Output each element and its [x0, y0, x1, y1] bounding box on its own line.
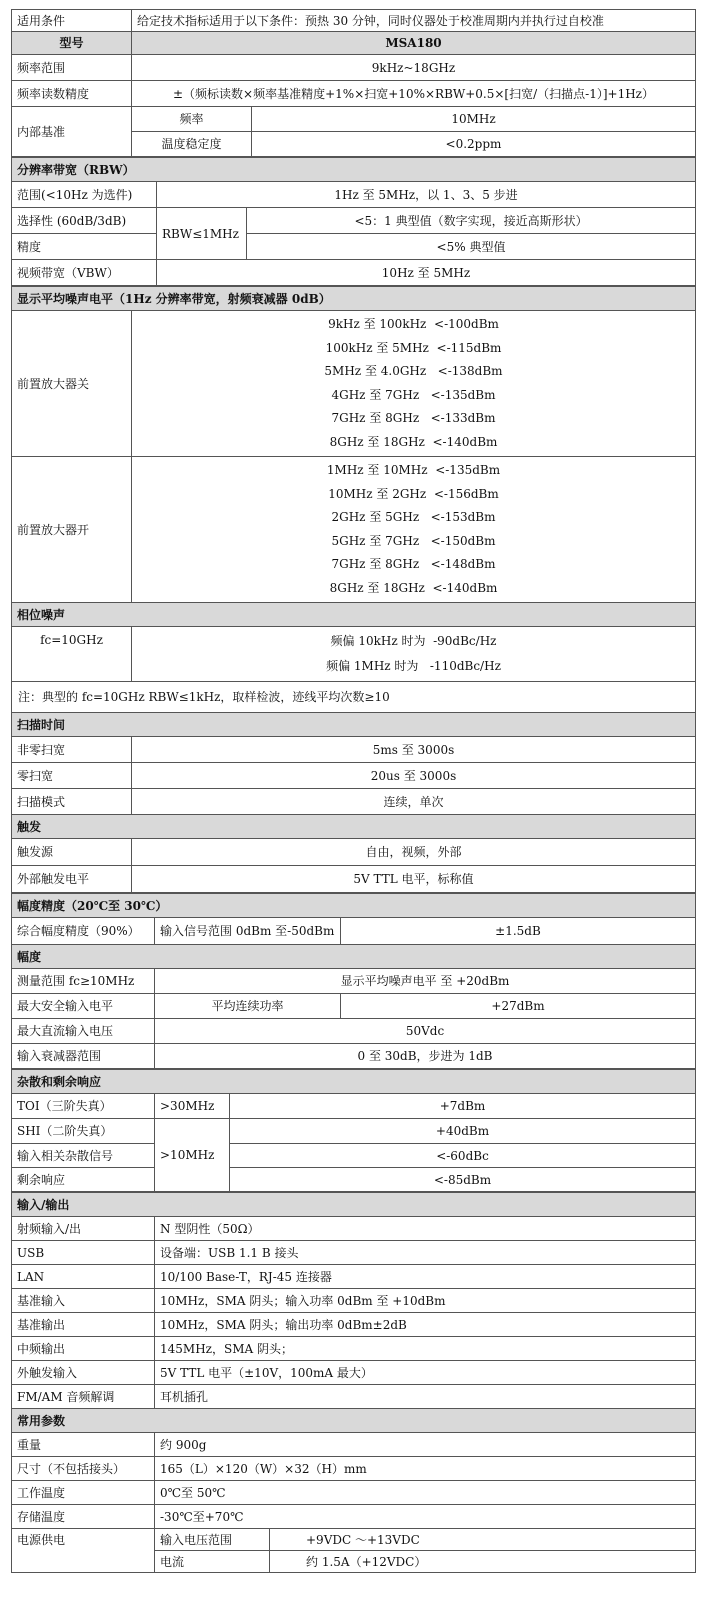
table-row — [12, 1529, 696, 1551]
amp-max-value: +27dBm — [341, 994, 696, 1019]
io-label: 基准输出 — [12, 1313, 155, 1337]
table-row — [12, 107, 696, 132]
current-label: 电流 — [155, 1551, 270, 1573]
table-row — [12, 737, 696, 763]
internal-ref-temp-value: <0.2ppm — [252, 132, 696, 157]
table-row — [12, 1433, 696, 1457]
trigger-source-label: 触发源 — [12, 839, 132, 866]
table-row — [12, 1019, 696, 1044]
table-row — [12, 945, 696, 969]
danl-off-line: 5MHz 至 4.0GHz <-138dBm — [324, 364, 503, 378]
table-row — [12, 682, 696, 713]
danl-section-title: 显示平均噪声电平（1Hz 分辨率带宽，射频衰减器 0dB） — [12, 287, 696, 311]
table-row — [12, 1217, 696, 1241]
table-row — [12, 815, 696, 839]
table-row — [12, 1505, 696, 1529]
amp-accuracy-range: 输入信号范围 0dBm 至-50dBm — [155, 918, 341, 945]
amp-dc-value: 50Vdc — [155, 1019, 696, 1044]
table-row — [12, 763, 696, 789]
sttemp-value: -30℃至+70℃ — [155, 1505, 696, 1529]
phase-noise-fc: fc=10GHz — [12, 627, 132, 682]
spec-table-io — [11, 1192, 696, 1573]
danl-off-line: 100kHz 至 5MHz <-115dBm — [325, 340, 502, 355]
danl-on-line: 7GHz 至 8GHz <-148dBm — [331, 557, 496, 571]
io-section-title: 输入/输出 — [12, 1193, 696, 1217]
io-value: N 型阴性（50Ω） — [155, 1217, 696, 1241]
amp-att-label: 输入衰减器范围 — [12, 1044, 155, 1069]
vbw-value: 10Hz 至 5MHz — [157, 260, 696, 286]
power-label: 电源供电 — [12, 1529, 155, 1573]
sweep-mode-value: 连续，单次 — [132, 789, 696, 815]
table-row — [12, 1094, 696, 1119]
general-section-title: 常用参数 — [12, 1409, 696, 1433]
residual-label: 剩余响应 — [12, 1168, 155, 1192]
preamp-on-label: 前置放大器开 — [12, 457, 132, 603]
phase-noise-note: 注：典型的 fc=10GHz RBW≤1kHz，取样检波，迹线平均次数≥10 — [12, 682, 696, 713]
danl-off-line: 7GHz 至 8GHz <-133dBm — [331, 411, 496, 425]
spec-table-amplitude — [11, 893, 696, 1069]
sweep-nonzero-value: 5ms 至 3000s — [132, 737, 696, 763]
table-row — [12, 969, 696, 994]
preamp-on-list — [132, 457, 696, 603]
io-label: USB — [12, 1241, 155, 1265]
phase-noise-line: 频偏 1MHz 时为 -110dBc/Hz — [326, 659, 501, 673]
danl-on-line: 10MHz 至 2GHz <-156dBm — [328, 486, 499, 501]
spec-table-general — [11, 9, 696, 157]
vbw-label: 视频带宽（VBW） — [12, 260, 157, 286]
table-row — [12, 182, 696, 208]
io-label: 中频输出 — [12, 1337, 155, 1361]
amp-accuracy-label: 综合幅度精度（90%） — [12, 918, 155, 945]
sweep-nonzero-label: 非零扫宽 — [12, 737, 132, 763]
input-spur-value: <-60dBc — [230, 1144, 696, 1168]
table-row — [12, 1457, 696, 1481]
model-value: MSA180 — [132, 32, 696, 55]
residual-value: <-85dBm — [230, 1168, 696, 1192]
trigger-ext-label: 外部触发电平 — [12, 866, 132, 893]
amp-accuracy-section-title: 幅度精度（20℃至 30℃） — [12, 894, 696, 918]
table-row — [12, 1289, 696, 1313]
internal-ref-freq-value: 10MHz — [252, 107, 696, 132]
table-row — [12, 839, 696, 866]
amp-meas-value: 显示平均噪声电平 至 +20dBm — [155, 969, 696, 994]
freq-range-label: 频率范围 — [12, 55, 132, 81]
sweep-mode-label: 扫描模式 — [12, 789, 132, 815]
table-row — [12, 260, 696, 286]
shi-label: SHI（二阶失真） — [12, 1119, 155, 1144]
table-row — [12, 234, 696, 260]
rbw-accuracy-value: <5% 典型值 — [247, 234, 696, 260]
preamp-off-list — [132, 311, 696, 457]
table-row — [12, 1361, 696, 1385]
conditions-label: 适用条件 — [12, 10, 132, 32]
io-value: 5V TTL 电平（±10V，100mA 最大） — [155, 1361, 696, 1385]
danl-off-line: 8GHz 至 18GHz <-140dBm — [329, 434, 498, 449]
rbw-range-value: 1Hz 至 5MHz，以 1、3、5 步进 — [157, 182, 696, 208]
toi-label: TOI（三阶失真） — [12, 1094, 155, 1119]
table-row — [12, 10, 696, 32]
size-label: 尺寸（不包括接头） — [12, 1457, 155, 1481]
io-value: 10MHz，SMA 阴头；输出功率 0dBm±2dB — [155, 1313, 696, 1337]
trigger-source-value: 自由，视频，外部 — [132, 839, 696, 866]
model-label: 型号 — [12, 32, 132, 55]
table-row — [12, 81, 696, 107]
io-label: LAN — [12, 1265, 155, 1289]
amp-max-label: 最大安全输入电平 — [12, 994, 155, 1019]
table-row — [12, 1193, 696, 1217]
current-value: 约 1.5A（+12VDC） — [270, 1551, 696, 1573]
amp-meas-label: 测量范围 fc≥10MHz — [12, 969, 155, 994]
table-row — [12, 1337, 696, 1361]
toi-value: +7dBm — [230, 1094, 696, 1119]
input-spur-label: 输入相关杂散信号 — [12, 1144, 155, 1168]
io-label: FM/AM 音频解调 — [12, 1385, 155, 1409]
shi-value: +40dBm — [230, 1119, 696, 1144]
table-row — [12, 1313, 696, 1337]
vin-label: 输入电压范围 — [155, 1529, 270, 1551]
phase-noise-list — [132, 627, 696, 682]
weight-value: 约 900g — [155, 1433, 696, 1457]
table-row — [12, 918, 696, 945]
trigger-section-title: 触发 — [12, 815, 696, 839]
danl-on-line: 8GHz 至 18GHz <-140dBm — [329, 580, 498, 595]
table-row — [12, 1144, 696, 1168]
danl-on-line: 1MHz 至 10MHz <-135dBm — [326, 463, 501, 477]
weight-label: 重量 — [12, 1433, 155, 1457]
danl-off-line: 9kHz 至 100kHz <-100dBm — [328, 317, 499, 331]
table-row — [12, 894, 696, 918]
rbw-range-label: 范围(<10Hz 为选件) — [12, 182, 157, 208]
spurious-condition: >10MHz — [155, 1119, 230, 1192]
rbw-condition: RBW≤1MHz — [157, 208, 247, 260]
danl-on-line: 2GHz 至 5GHz <-153dBm — [331, 510, 496, 524]
table-row — [12, 32, 696, 55]
rbw-accuracy-label: 精度 — [12, 234, 157, 260]
amp-accuracy-value: ±1.5dB — [341, 918, 696, 945]
table-row — [12, 208, 696, 234]
amp-max-sub: 平均连续功率 — [155, 994, 341, 1019]
freq-accuracy-label: 频率读数精度 — [12, 81, 132, 107]
spec-table-spurious — [11, 1069, 696, 1192]
danl-on-line: 5GHz 至 7GHz <-150dBm — [331, 533, 496, 548]
freq-range-value: 9kHz~18GHz — [132, 55, 696, 81]
sweep-zero-value: 20us 至 3000s — [132, 763, 696, 789]
trigger-ext-value: 5V TTL 电平，标称值 — [132, 866, 696, 893]
table-row — [12, 1044, 696, 1069]
optemp-label: 工作温度 — [12, 1481, 155, 1505]
io-value: 10/100 Base-T，RJ-45 连接器 — [155, 1265, 696, 1289]
phase-noise-line: 频偏 10kHz 时为 -90dBc/Hz — [330, 634, 497, 648]
table-row — [12, 1409, 696, 1433]
table-row — [12, 627, 696, 682]
table-row — [12, 457, 696, 603]
amplitude-section-title: 幅度 — [12, 945, 696, 969]
sweep-section-title: 扫描时间 — [12, 713, 696, 737]
table-row — [12, 1070, 696, 1094]
table-row — [12, 994, 696, 1019]
optemp-value: 0℃至 50℃ — [155, 1481, 696, 1505]
toi-condition: >30MHz — [155, 1094, 230, 1119]
internal-ref-freq-label: 频率 — [132, 107, 252, 132]
internal-ref-temp-label: 温度稳定度 — [132, 132, 252, 157]
sweep-zero-label: 零扫宽 — [12, 763, 132, 789]
table-row — [12, 311, 696, 457]
spec-sheet — [11, 9, 695, 1618]
table-row — [12, 287, 696, 311]
table-row — [12, 1385, 696, 1409]
phase-noise-section-title: 相位噪声 — [12, 603, 696, 627]
table-row — [12, 1241, 696, 1265]
table-row — [12, 713, 696, 737]
table-row — [12, 158, 696, 182]
rbw-section-title: 分辨率带宽（RBW） — [12, 158, 696, 182]
amp-att-value: 0 至 30dB，步进为 1dB — [155, 1044, 696, 1069]
amp-dc-label: 最大直流输入电压 — [12, 1019, 155, 1044]
size-value: 165（L）×120（W）×32（H）mm — [155, 1457, 696, 1481]
spec-table-danl — [11, 286, 696, 893]
rbw-selectivity-label: 选择性 (60dB/3dB) — [12, 208, 157, 234]
table-row — [12, 789, 696, 815]
io-value: 耳机插孔 — [155, 1385, 696, 1409]
table-row — [12, 866, 696, 893]
io-label: 基准输入 — [12, 1289, 155, 1313]
io-value: 145MHz，SMA 阴头； — [155, 1337, 696, 1361]
io-label: 外触发输入 — [12, 1361, 155, 1385]
io-value: 10MHz，SMA 阴头；输入功率 0dBm 至 +10dBm — [155, 1289, 696, 1313]
sttemp-label: 存储温度 — [12, 1505, 155, 1529]
table-row — [12, 1119, 696, 1144]
spurious-section-title: 杂散和剩余响应 — [12, 1070, 696, 1094]
preamp-off-label: 前置放大器关 — [12, 311, 132, 457]
table-row — [12, 1481, 696, 1505]
table-row — [12, 1265, 696, 1289]
table-row — [12, 55, 696, 81]
freq-accuracy-value: ±（频标读数×频率基准精度+1%×扫宽+10%×RBW+0.5×[扫宽/（扫描点-1）]+1Hz） — [132, 81, 696, 107]
spec-table-rbw — [11, 157, 696, 286]
io-value: 设备端：USB 1.1 B 接头 — [155, 1241, 696, 1265]
table-row — [12, 603, 696, 627]
rbw-selectivity-value: <5：1 典型值（数字实现，接近高斯形状） — [247, 208, 696, 234]
conditions-value: 给定技术指标适用于以下条件：预热 30 分钟，同时仪器处于校准周期内并执行过自校准 — [132, 10, 696, 32]
danl-off-line: 4GHz 至 7GHz <-135dBm — [331, 387, 496, 402]
io-label: 射频输入/出 — [12, 1217, 155, 1241]
table-row — [12, 1168, 696, 1192]
vin-value: +9VDC ～+13VDC — [270, 1529, 696, 1551]
internal-ref-label: 内部基准 — [12, 107, 132, 157]
